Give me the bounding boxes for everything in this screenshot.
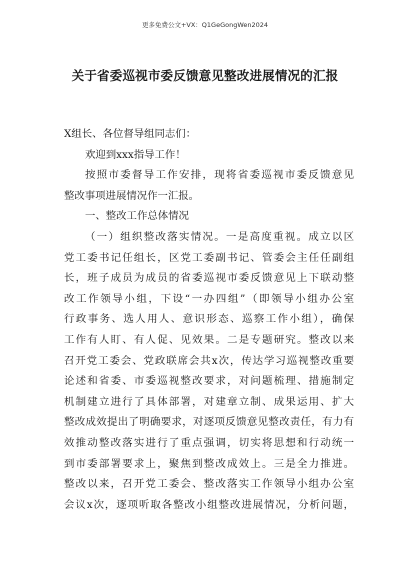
- paragraph-line: 整改事项进展情况作一汇报。: [64, 189, 200, 202]
- paragraph-line: 会议x次，逐项听取各整改小组整改进展情况，分析问题，: [64, 498, 354, 511]
- paragraph-line: 论述和省委、市委巡视整改要求，对问题梳理、措施制定: [64, 375, 354, 388]
- paragraph-line: 召开党工委会、党政联席会共x次，传达学习巡视整改重要: [64, 354, 354, 367]
- paragraph-line: 党工委书记任组长，区党工委副书记、管委会主任任副组: [64, 251, 354, 264]
- salutation: X组长、各位督导组同志们：: [64, 128, 197, 140]
- paragraph-line: 长，班子成员为成员的省委巡视市委反馈意见上下联动整: [64, 272, 354, 285]
- document-body: [64, 124, 354, 515]
- paragraph-line: 改工作领导小组，下设“一办四组”（即领导小组办公室: [64, 292, 354, 305]
- paragraph-line: 工作有人盯、有人促、见效果。二是专题研究。整改以来: [64, 333, 354, 346]
- section-heading: 一、整改工作总体情况: [85, 210, 189, 223]
- paragraph-line: （一）组织整改落实情况。一是高度重视。成立以区: [85, 230, 354, 243]
- paragraph-line: 按照市委督导工作安排，现将省委巡视市委反馈意见: [85, 169, 354, 182]
- paragraph-line: 到市委部署要求上，聚焦到整改成效上。三是全力推进。: [64, 457, 354, 470]
- paragraph-line: 行政事务、选人用人、意识形态、巡察工作小组），确保: [64, 313, 354, 326]
- paragraph-line: 效推动整改落实进行了重点强调，切实将思想和行动统一: [64, 436, 354, 449]
- paragraph-line: 整改成效提出了明确要求，对逐项反馈意见整改责任，有力有: [64, 416, 354, 429]
- document-title: 关于省委巡视市委反馈意见整改进展情况的汇报: [71, 68, 339, 83]
- header-watermark: 更多免费公文+VX：Q1GeGongWen2024: [141, 21, 269, 29]
- paragraph-line: 欢迎到xxx指导工作！: [85, 148, 186, 161]
- paragraph-line: 整改以来，召开党工委会、整改落实工作领导小组办公室: [64, 478, 354, 491]
- paragraph-line: 机制建立进行了具体部署，对建章立制、成果运用、扩大: [64, 395, 354, 408]
